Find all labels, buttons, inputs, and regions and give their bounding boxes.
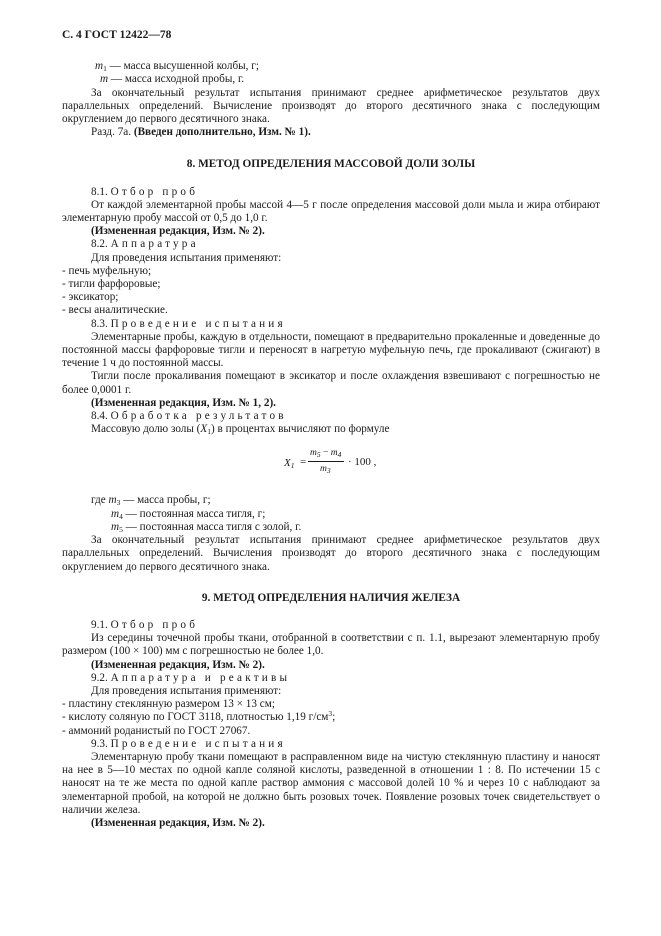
formula-numerator: $m_5 - m_4$ bbox=[310, 448, 342, 460]
formula-intro: Массовую долю золы $(X_1)$ в процентах вычисляют по формуле bbox=[91, 423, 390, 437]
subsection-8-4-title: 8.4. Обработка результатов bbox=[91, 410, 287, 423]
definition-m: m — масса исходной пробы, г. bbox=[100, 73, 245, 86]
formula-multiplier: · 100 , bbox=[348, 456, 377, 469]
definition-m5: $m_5$ — постоянная масса тигля с золой, г. bbox=[111, 520, 302, 534]
edit-note: (Измененная редакция, Изм. № 2). bbox=[91, 225, 265, 238]
edit-note: (Измененная редакция, Изм. № 2). bbox=[91, 816, 265, 829]
subsection-9-1-title: 9.1. Отбор проб bbox=[91, 618, 199, 631]
formula-equals: = bbox=[300, 456, 307, 469]
subsection-9-1-text: Из середины точечной пробы ткани, отобранной в соответствии с п. 1.1, вырезают элементарную пробу размером (100 × 100) мм с погрешностью не более 1,0. bbox=[62, 632, 600, 658]
equipment-intro: Для проведения испытания применяют: bbox=[91, 684, 282, 697]
list-item: - пластину стеклянную размером 13 × 13 см; bbox=[62, 698, 275, 711]
list-item: - кислоту соляную по ГОСТ 3118, плотностью 1,19 $г/см^3$; bbox=[62, 709, 336, 724]
subsection-8-1-title: 8.1. Отбор проб bbox=[91, 185, 199, 198]
procedure-paragraph: Элементарную пробу ткани помещают в расправленном виде на чистую стеклянную пластину и наносят на нее в 5—10 местах по одной капле соляной кислоты, разведенной в отношении 1 : 8. По истечении 15 с наносят на те же места по одной капле раствор аммония с массовой долей 10 % и через 10 с наблюдают за элементарной пробой, на которой не должно быть розовых точек. Появление розовых точек свидетельствует о наличии железа. bbox=[62, 750, 600, 816]
formula-lhs: $X_1$ bbox=[284, 457, 295, 471]
equipment-intro: Для проведения испытания применяют: bbox=[91, 251, 282, 264]
fraction-bar bbox=[308, 461, 344, 462]
result-paragraph-8: За окончательный результат испытания принимают среднее арифметическое результатов двух параллельных определений. Вычисления производят до второго десятичного знака с последующим округлением до первого десятичного знака. bbox=[62, 534, 600, 573]
subsection-9-3-title: 9.3. Проведение испытания bbox=[91, 737, 286, 750]
procedure-paragraph: Тигли после прокаливания помещают в эксикатор и после охлаждения взвешивают с погрешностью не более 0,0001 г. bbox=[62, 370, 600, 396]
document-page bbox=[62, 29, 600, 830]
definition-m1: $m_1$ — масса высушенной колбы, г; bbox=[95, 60, 259, 74]
result-paragraph-7a: За окончательный результат испытания принимают среднее арифметическое результатов двух параллельных определений. Вычисление производят до второго десятичного знака с последующим округлением до первого десятичного знака. bbox=[62, 86, 600, 126]
definition-m3: где $m_3$ — масса пробы, г; bbox=[91, 494, 211, 508]
list-item: - весы аналитические. bbox=[62, 304, 168, 317]
subsection-8-3-title: 8.3. Проведение испытания bbox=[91, 317, 286, 330]
list-item: - аммоний роданистый по ГОСТ 27067. bbox=[62, 724, 251, 737]
edit-note: (Измененная редакция, Изм. № 2). bbox=[91, 658, 265, 671]
list-item: - тигли фарфоровые; bbox=[62, 278, 161, 291]
running-head: С. 4 ГОСТ 12422—78 bbox=[62, 29, 172, 41]
procedure-paragraph: Элементарные пробы, каждую в отдельности, помещают в предварительно прокаленные и доведенные до постоянной массы фарфоровые тигли и переносят в нагретую муфельную печь, где прокаливают (сжигают) в течение 1 ч до постоянной массы. bbox=[62, 330, 600, 370]
edit-note: (Измененная редакция, Изм. № 1, 2). bbox=[91, 396, 276, 409]
formula-denominator: $m_3$ bbox=[320, 464, 331, 476]
subsection-8-1-text: От каждой элементарной пробы массой 4—5 г после определения массовой доли мыла и жира отбирают элементарную пробу массой от 0,5 до 1,0 г. bbox=[62, 198, 600, 225]
list-item: - эксикатор; bbox=[62, 291, 119, 304]
list-item: - печь муфельную; bbox=[62, 264, 152, 277]
razd-7a-note: Разд. 7а. (Введен дополнительно, Изм. № 1). bbox=[91, 126, 311, 139]
section-9-heading: 9. МЕТОД ОПРЕДЕЛЕНИЯ НАЛИЧИЯ ЖЕЛЕЗА bbox=[201, 591, 461, 604]
ash-formula bbox=[62, 448, 600, 478]
subsection-9-2-title: 9.2. Аппаратура и реактивы bbox=[91, 671, 291, 684]
subsection-8-2-title: 8.2. Аппаратура bbox=[91, 238, 199, 251]
section-8-heading: 8. МЕТОД ОПРЕДЕЛЕНИЯ МАССОВОЙ ДОЛИ ЗОЛЫ bbox=[186, 158, 476, 171]
definition-m4: $m_4$ — постоянная масса тигля, г; bbox=[111, 507, 266, 521]
